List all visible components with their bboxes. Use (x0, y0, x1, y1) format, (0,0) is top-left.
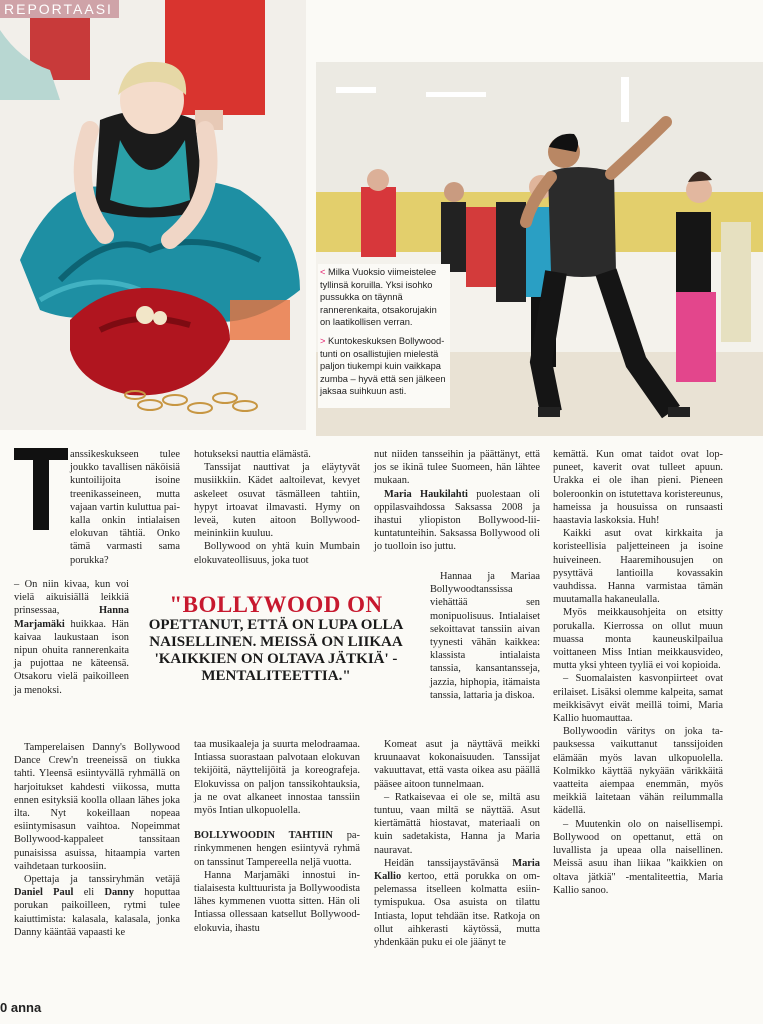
subheading: BOLLYWOODIN TAHTIIN (194, 830, 333, 842)
pull-quote-line-2: OPETTANUT, ETTÄ ON LUPA OLLA NAISELLINEN. MEISSÄ ON LIIKAA 'KAIKKIEN ON OLTAVA JÄTKIÄ' -MENTALITEETTIA." (148, 617, 404, 684)
footer-magazine-name: anna (10, 1000, 42, 1015)
paragraph-costumes: Komeat asut ja näyttävä meikki kruunaavat kokonaisuuden. Tanssijat vakuuttavat, että vasta oikea asu päällä pääsee aitoon tunnelmaan. (374, 739, 540, 790)
pull-quote (132, 592, 420, 685)
paragraph-makeup: Myös meikkausohjeita on etsitty porukalla. Kierrossa on ollut muun muassa monta kauneuskilpailua voittaneen Miss Intian meikkausvideo, mutta yksi yhteen tyyliä ei voi kopioida. (553, 607, 723, 672)
footer-magazine (0, 1000, 41, 1015)
column-1-middle (14, 578, 129, 697)
paragraph-danny-crew: Tamperelaisen Danny's Bollywood Dance Crew'n treeneissä on tiukka tahti. Yleensä esiintyvällä ryhmällä on harjoitukset kahdesti viikossa, mutta ennen esityksiä koolla ollaan lähes joka ilta. Nyt kokeillaan nopeaa esiintymisasun vaihtoa. Nopeimmat Bollywood-kappaleet tanssitaan punaisissa asuissa, hitaampia varten vaihdetaan turkoosiin. (14, 742, 180, 872)
paragraph-maria-h: Maria Haukilahti puolestaan oli oppilasvaihdossa Saksassa 2008 ja ihastui yliopiston Bollywood-liikuntatunteihin. Saksassa Bollywood oli jo tuolloin iso juttu. (374, 488, 540, 553)
intro-paragraph: anssikeskukseen tulee joukko tavallisen näköisiä kuntoilijoita isoine treenikasseineen, mutta vajaan vartin kuluttua paikalla onkin intialaisen elokuvan tähtiä. Onko tämä varmasti sama porukka? (70, 449, 180, 566)
paragraph-variety: Hannaa ja Mariaa Bollywoodtanssissa viehättää sen monipuolisuus. Intialaiset sekoittavat tanssiin aivan tyynesti vähän kaikkea: klassista intialaista tanssia, kansantansseja, jazzia, hiphopia, itämaista tanssia, lattaria ja diskoa. (430, 571, 540, 701)
paragraph-subheading: BOLLYWOODIN TAHTIIN parinkymmenen hengen esiintyvä ryhmä on tanssinut Tampereella neljä vuotta. (194, 830, 360, 868)
paragraph-teacher: Opettaja ja tanssiryhmän vetäjä Daniel Paul eli Danny hoputtaa porukan paikoilleen, rytmi tulee kaiuttimista: kalasala, kalasala, jonka Danny kääntää vapaasti ke (14, 874, 180, 938)
footer-page-number: 0 (0, 1000, 8, 1015)
paragraph-mumbai: Bollywood on yhtä kuin Mumbain elokuvateollisuus, joka tuot (194, 541, 360, 566)
paragraph-decisive: – Ratkaisevaa ei ole se, miltä asu tuntuu, vaan miltä se näyttää. Asut kiertämättä hiostavat, materiaali on kuin sadetakista, Hanna ja Maria nauravat. (374, 791, 540, 856)
column-2-top (194, 448, 360, 567)
c4-continuation: kemättä. Kun omat taidot ovat loppuneet, kaverit ovat tulleet apuun. Urakka ei ole ihan pieni. Pieneen boleroonkin on istutettava koristereunus, hameissa ja housuissa on runsaasti haastavia laskoksia. Huh! (553, 449, 723, 527)
column-2-bottom (194, 738, 360, 935)
paragraph-dancers-enjoy: Tanssijat nauttivat ja eläytyvät musiikkiin. Kädet aaltoilevat, kevyet askeleet osuvat täsmälleen tahtiin, hypyt irtoavat ilmavasti. Hymy on leveä, kuten aitoon Bollywoodmeininkiin kuuluu. (194, 462, 360, 540)
column-3-top (374, 448, 540, 554)
c3-continuation: nut niiden tansseihin ja päättänyt, että jos se ikinä tulee Suomeen, hän lähtee mukaan. (374, 449, 540, 487)
caption-item-1: < Milka Vuoksio viimeistelee tyllinsä koruilla. Yksi isohko pussukka on täynnä rannerenkaita, otsakorujakin on laatikollisen verran. (320, 267, 437, 328)
column-1-top (70, 448, 180, 567)
drop-cap-glyph (14, 448, 68, 530)
paragraph-finnish-features: – Suomalaisten kasvonpiirteet ovat erilaiset. Lisäksi olemme kalpeita, samat meikkisävyt eivät meillä toimi, Maria Kallio huomauttaa. (553, 673, 723, 725)
paragraph-feminine: – Muutenkin olo on naisellisempi. Bollywood on opettanut, että on luvallista ja upeaa olla naisellinen. Meissä asuu ihan liikaa "kaikkien on oltava jätkiä" -mentaliteettia, Maria Kallio sanoo. (553, 818, 723, 896)
photo-caption (318, 264, 450, 408)
quote-paragraph: – On niin kivaa, kun voi vielä aikuisiällä leikkiä prinsessaa, Hanna Marjamäki huikkaa. Hän kaivaa laukustaan ison nipun ohuita rannerenkaita ja pujottaa ne käteensä. Otsakoru vielä paikoilleen ja menoksi. (14, 579, 129, 696)
section-label: REPORTAASI (0, 0, 119, 18)
column-4 (553, 448, 723, 897)
paragraph-hanna-interest: Hanna Marjamäki innostui intialaisesta kulttuurista ja Bollywoodista lähes kymmenen vuotta sitten. Hän oli Intiassa ollessaan katsellut Bollywood-elokuvia, ihastu (194, 869, 360, 934)
caption-marker-right: > (320, 335, 326, 346)
c2-continuation: hotukseksi nauttia elämästä. (194, 449, 311, 460)
caption-marker-left: < (320, 267, 326, 277)
column-3-middle (430, 570, 540, 702)
dancer-photo-illustration (0, 0, 306, 430)
drop-cap-T (14, 448, 68, 530)
paragraph-musicals: taa musikaaleja ja suurta melodraamaa. Intiassa suorastaan palvotaan elokuvan tekijöitä, näyttelijöitä ja koreografeja. Elokuvissa on paljon tanssikohtauksia, ja ne ovat alkaneet innostaa tanssiin myös Intian ulkopuolella. (194, 739, 360, 817)
column-1-bottom (14, 741, 180, 939)
photo-dancer-jewelry (0, 0, 306, 430)
column-3-bottom (374, 738, 540, 949)
paragraph-maria-k: Heidän tanssijaystävänsä Maria Kallio kertoo, että porukka on ompelemassa itselleen kolmatta esiintymispukua. Osa asuista on tilattu Intiasta, loput tehdään itse. Ratkoja on ollut aihkerasti käytössä, mutta yhdenkään puku ei ole jäänyt te (374, 857, 541, 949)
caption-item-2: > Kuntokeskuksen Bollywood-tunti on osallistujien mielestä paljon tiukempi kuin vaikkapa zumba – hyvä että sen jälkeen jaksaa suihkuun asti. (320, 335, 446, 397)
paragraph-bright-costumes: Kaikki asut ovat kirkkaita ja koristeellisia paljetteineen ja isoine huiveineen. Haaremihousujen on pysyttävä lantioilla kovassakin vauhdissa. Hanna varmistaa tämän muutamalla hakaneulalla. (553, 528, 723, 606)
paragraph-colours: Bollywoodin väritys on joka tapauksessa vaikuttanut tanssijoiden elämään myös lavan ulkopuolella. Kolmikko käyttää nykyään värikkäitä vaatteita aiempaa enemmän, myös meikkiä laitetaan vähän reilummalla kädellä. (553, 726, 723, 817)
pull-quote-line-1: "BOLLYWOOD ON (169, 592, 383, 617)
